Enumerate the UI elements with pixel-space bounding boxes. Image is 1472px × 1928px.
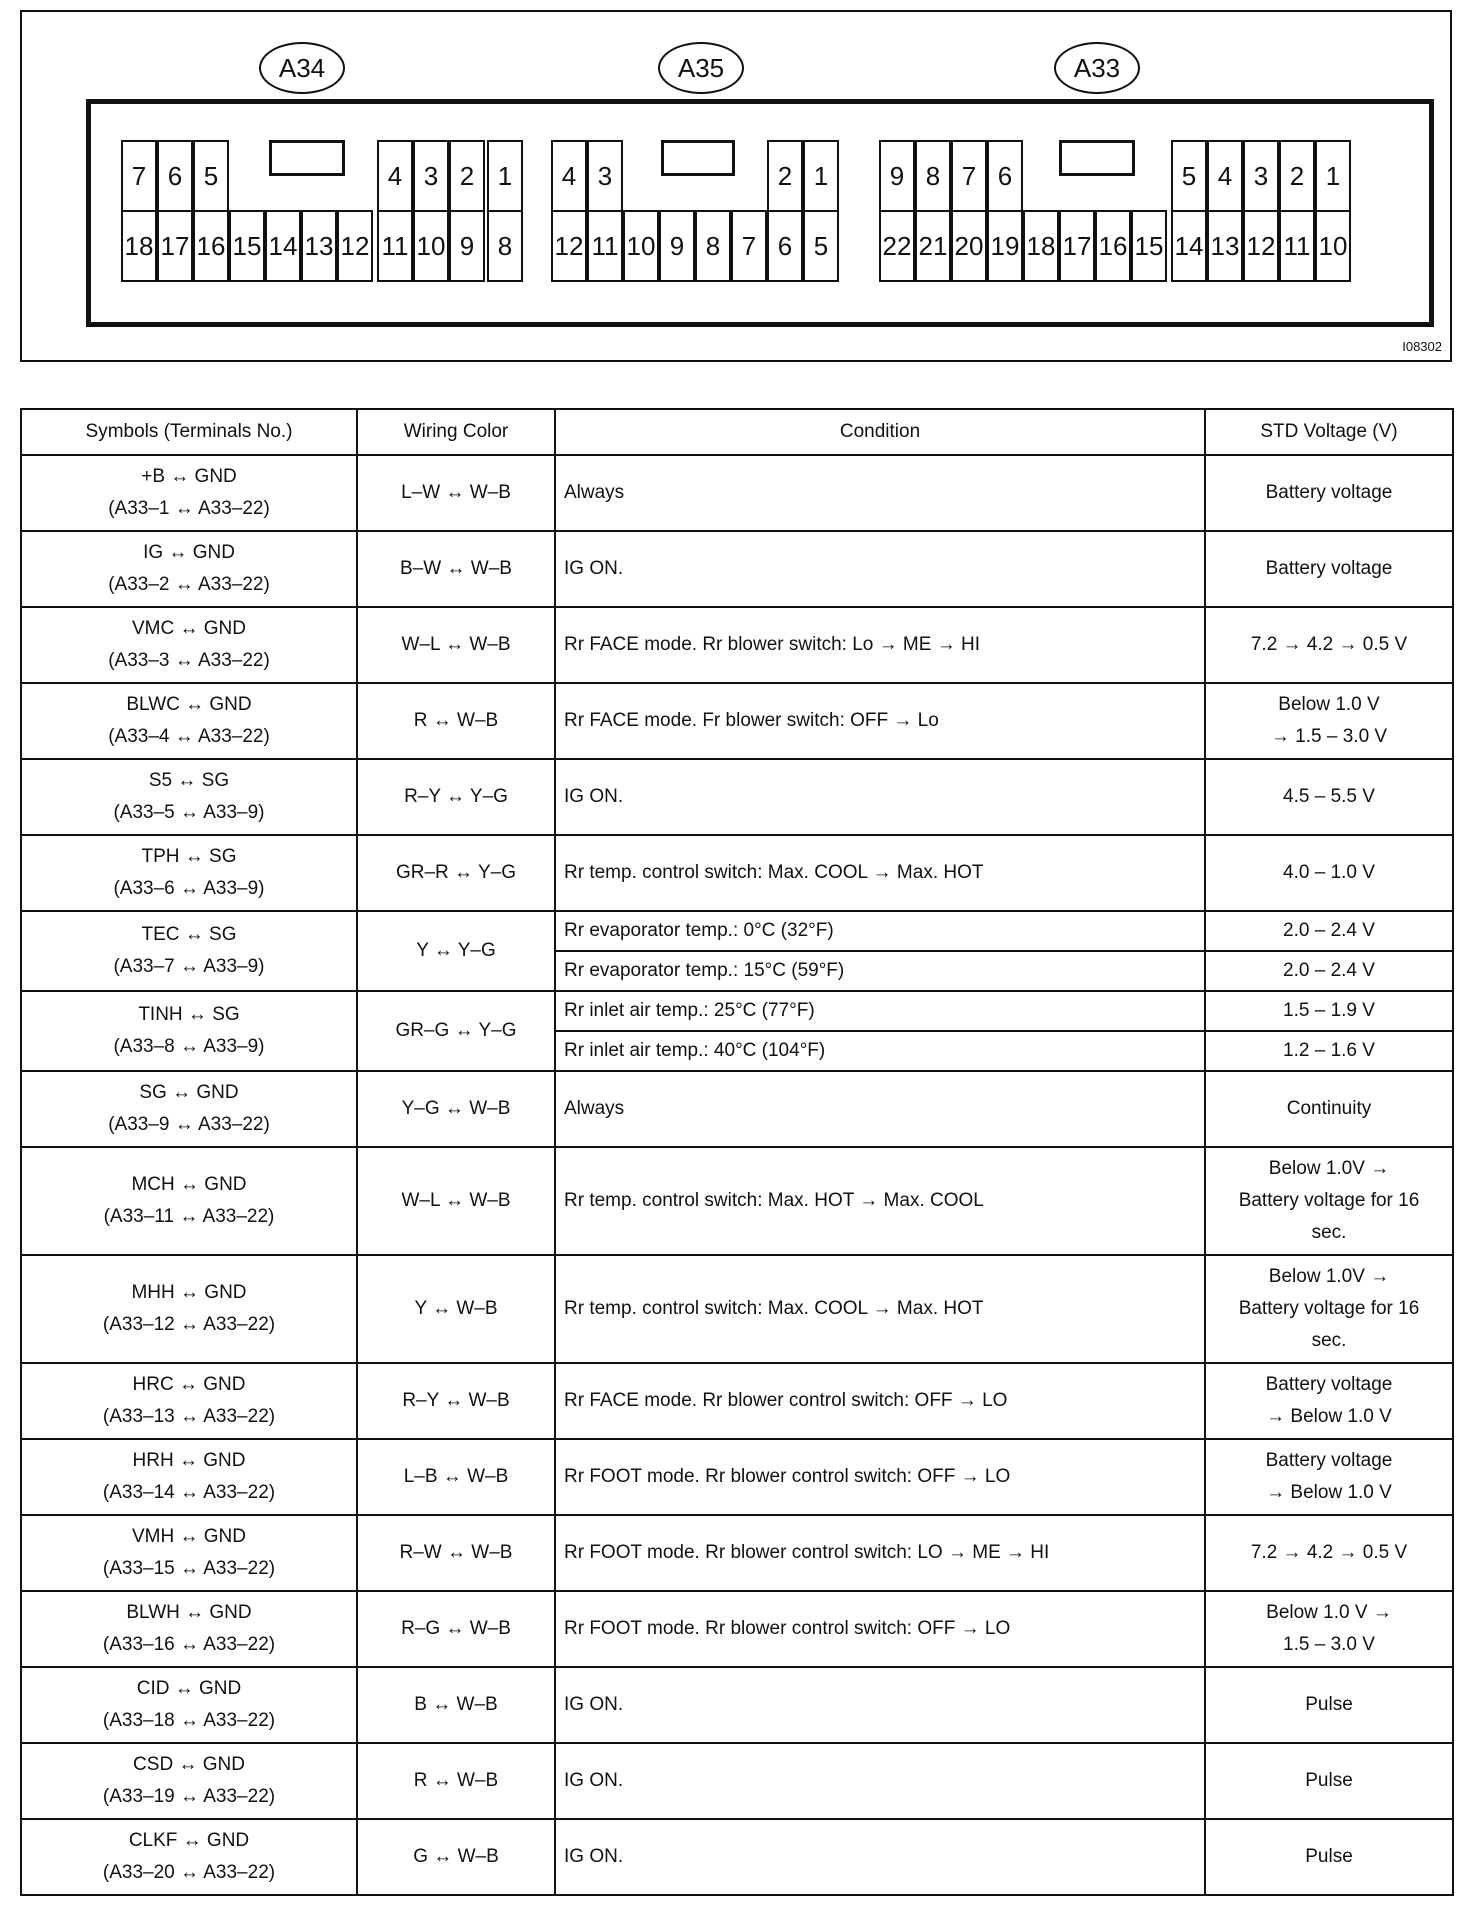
pin-cell: 4: [551, 140, 587, 212]
condition-cell: Always: [555, 1071, 1205, 1147]
pin-cell: 10: [623, 210, 659, 282]
wiring-color-cell: R–Y ↔ Y–G: [357, 759, 555, 835]
symbol-cell: [21, 911, 357, 991]
symbol-cell: [21, 1255, 357, 1363]
cell-line: → Below 1.0 V: [1266, 1482, 1392, 1503]
pin-cell: 13: [1207, 210, 1243, 282]
table-row: [21, 455, 1453, 531]
cell-line: → 1.5 – 3.0 V: [1270, 726, 1388, 747]
table-row: [21, 1515, 1453, 1591]
cell-line: TEC ↔ SG: [141, 924, 237, 945]
cell-line: CSD ↔ GND: [133, 1754, 245, 1775]
condition-cell: IG ON.: [555, 1819, 1205, 1895]
cell-line: (A33–9 ↔ A33–22): [108, 1114, 270, 1135]
pin-cell: 11: [377, 210, 413, 282]
table-row: [21, 1819, 1453, 1895]
pin-cell: 9: [879, 140, 915, 212]
wiring-color-cell: R ↔ W–B: [357, 683, 555, 759]
pin-cell: 17: [157, 210, 193, 282]
condition-cell: Rr evaporator temp.: 15°C (59°F): [555, 951, 1205, 991]
std-voltage-cell: [1205, 455, 1453, 531]
header-symbols: Symbols (Terminals No.): [21, 409, 357, 455]
wiring-color-cell: R–W ↔ W–B: [357, 1515, 555, 1591]
pin-cell: 18: [1023, 210, 1059, 282]
std-voltage-cell: [1205, 1255, 1453, 1363]
cell-line: (A33–5 ↔ A33–9): [113, 802, 265, 823]
cell-line: (A33–13 ↔ A33–22): [102, 1406, 276, 1427]
cell-line: Continuity: [1286, 1098, 1372, 1119]
cell-line: (A33–14 ↔ A33–22): [102, 1482, 276, 1503]
std-voltage-cell: [1205, 991, 1453, 1031]
connector-label-a33: A33: [1054, 42, 1140, 94]
cell-line: Battery voltage: [1265, 1450, 1393, 1471]
std-voltage-cell: [1205, 1363, 1453, 1439]
std-voltage-cell: [1205, 1819, 1453, 1895]
cell-line: VMC ↔ GND: [132, 618, 246, 639]
pin-cell: 8: [915, 140, 951, 212]
cell-line: 4.5 – 5.5 V: [1283, 786, 1375, 807]
condition-cell: Always: [555, 455, 1205, 531]
pin-cell: 1: [1315, 140, 1351, 212]
pin-cell: 6: [767, 210, 803, 282]
condition-cell: Rr inlet air temp.: 25°C (77°F): [555, 991, 1205, 1031]
symbol-cell: [21, 1591, 357, 1667]
terminal-voltage-table: [20, 408, 1454, 1896]
pin-cell: 5: [1171, 140, 1207, 212]
table-row: [21, 1439, 1453, 1515]
cell-line: IG ↔ GND: [143, 542, 235, 563]
symbol-cell: [21, 1363, 357, 1439]
pin-cell: 20: [951, 210, 987, 282]
pin-cell: 6: [157, 140, 193, 212]
std-voltage-cell: [1205, 835, 1453, 911]
cell-line: Battery voltage for 16: [1238, 1298, 1420, 1319]
symbol-cell: [21, 1439, 357, 1515]
connector-latch-slot: [661, 140, 735, 176]
std-voltage-cell: [1205, 1439, 1453, 1515]
cell-line: CID ↔ GND: [136, 1678, 242, 1699]
header-condition: Condition: [555, 409, 1205, 455]
table-row: [21, 759, 1453, 835]
pin-cell: 4: [377, 140, 413, 212]
symbol-cell: [21, 759, 357, 835]
std-voltage-cell: [1205, 1743, 1453, 1819]
cell-line: CLKF ↔ GND: [128, 1830, 250, 1851]
condition-cell: Rr FACE mode. Fr blower switch: OFF → Lo: [555, 683, 1205, 759]
pin-cell: 7: [731, 210, 767, 282]
cell-line: 2.0 – 2.4 V: [1283, 920, 1375, 941]
cell-line: Pulse: [1305, 1846, 1353, 1867]
pin-cell: 12: [337, 210, 373, 282]
std-voltage-cell: [1205, 951, 1453, 991]
pin-cell: 11: [1279, 210, 1315, 282]
std-voltage-cell: [1205, 1515, 1453, 1591]
pin-cell: 14: [1171, 210, 1207, 282]
wiring-color-cell: W–L ↔ W–B: [357, 1147, 555, 1255]
wiring-color-cell: GR–G ↔ Y–G: [357, 991, 555, 1071]
pin-cell: 17: [1059, 210, 1095, 282]
cell-line: (A33–11 ↔ A33–22): [103, 1206, 275, 1227]
cell-line: (A33–3 ↔ A33–22): [108, 650, 270, 671]
cell-line: +B ↔ GND: [141, 466, 237, 487]
pin-cell: 16: [1095, 210, 1131, 282]
pin-cell: 15: [229, 210, 265, 282]
pin-cell: 2: [767, 140, 803, 212]
symbol-cell: [21, 683, 357, 759]
cell-line: (A33–7 ↔ A33–9): [113, 956, 265, 977]
table-row: [21, 1255, 1453, 1363]
pin-cell: 19: [987, 210, 1023, 282]
cell-line: (A33–19 ↔ A33–22): [102, 1786, 276, 1807]
table-row: [21, 1363, 1453, 1439]
table-row: [21, 531, 1453, 607]
cell-line: Below 1.0V →: [1268, 1158, 1390, 1179]
pin-cell: 7: [951, 140, 987, 212]
condition-cell: Rr FACE mode. Rr blower switch: Lo → ME → HI: [555, 607, 1205, 683]
table-row: [21, 991, 1453, 1031]
pin-cell: 16: [193, 210, 229, 282]
cell-line: Pulse: [1305, 1694, 1353, 1715]
condition-cell: IG ON.: [555, 1743, 1205, 1819]
symbol-cell: [21, 1667, 357, 1743]
connector-latch-slot: [1059, 140, 1135, 176]
wiring-color-cell: R ↔ W–B: [357, 1743, 555, 1819]
symbol-cell: [21, 1819, 357, 1895]
wiring-color-cell: R–G ↔ W–B: [357, 1591, 555, 1667]
pin-cell: 5: [193, 140, 229, 212]
cell-line: BLWC ↔ GND: [126, 694, 252, 715]
condition-cell: IG ON.: [555, 759, 1205, 835]
pin-cell: 3: [413, 140, 449, 212]
condition-cell: Rr FACE mode. Rr blower control switch: OFF → LO: [555, 1363, 1205, 1439]
pin-cell: 15: [1131, 210, 1167, 282]
pin-cell: 7: [121, 140, 157, 212]
condition-cell: Rr temp. control switch: Max. HOT → Max. COOL: [555, 1147, 1205, 1255]
cell-line: HRC ↔ GND: [132, 1374, 246, 1395]
cell-line: (A33–8 ↔ A33–9): [113, 1036, 265, 1057]
pin-cell: 11: [587, 210, 623, 282]
std-voltage-cell: [1205, 1071, 1453, 1147]
wiring-color-cell: B ↔ W–B: [357, 1667, 555, 1743]
cell-line: Battery voltage: [1265, 482, 1393, 503]
cell-line: MHH ↔ GND: [131, 1282, 247, 1303]
table-row: [21, 1667, 1453, 1743]
connector-label-a35: A35: [658, 42, 744, 94]
table-row: [21, 1743, 1453, 1819]
wiring-color-cell: Y ↔ W–B: [357, 1255, 555, 1363]
table-body: [21, 455, 1453, 1895]
condition-cell: Rr temp. control switch: Max. COOL → Max. HOT: [555, 835, 1205, 911]
condition-cell: Rr FOOT mode. Rr blower control switch: OFF → LO: [555, 1439, 1205, 1515]
table-row: [21, 1591, 1453, 1667]
table-row: [21, 1071, 1453, 1147]
cell-line: (A33–2 ↔ A33–22): [108, 574, 270, 595]
condition-cell: Rr FOOT mode. Rr blower control switch: OFF → LO: [555, 1591, 1205, 1667]
condition-cell: Rr temp. control switch: Max. COOL → Max. HOT: [555, 1255, 1205, 1363]
figure-number: I08302: [1402, 339, 1442, 354]
cell-line: Battery voltage: [1265, 1374, 1393, 1395]
connector-a35-pins: [551, 140, 839, 290]
cell-line: 1.5 – 1.9 V: [1283, 1000, 1375, 1021]
cell-line: TPH ↔ SG: [141, 846, 237, 867]
pin-cell: 1: [487, 140, 523, 212]
symbol-cell: [21, 1147, 357, 1255]
wiring-color-cell: GR–R ↔ Y–G: [357, 835, 555, 911]
pin-cell: 8: [695, 210, 731, 282]
cell-line: Below 1.0 V: [1278, 694, 1380, 715]
symbol-cell: [21, 531, 357, 607]
pin-cell: 4: [1207, 140, 1243, 212]
condition-cell: Rr FOOT mode. Rr blower control switch: LO → ME → HI: [555, 1515, 1205, 1591]
wiring-color-cell: L–B ↔ W–B: [357, 1439, 555, 1515]
pin-cell: 10: [413, 210, 449, 282]
cell-line: 4.0 – 1.0 V: [1283, 862, 1375, 883]
table-row: [21, 911, 1453, 951]
std-voltage-cell: [1205, 683, 1453, 759]
pin-cell: 2: [1279, 140, 1315, 212]
header-wiring-color: Wiring Color: [357, 409, 555, 455]
pin-cell: 10: [1315, 210, 1351, 282]
pin-cell: 5: [803, 210, 839, 282]
wiring-color-cell: Y–G ↔ W–B: [357, 1071, 555, 1147]
wiring-color-cell: G ↔ W–B: [357, 1819, 555, 1895]
symbol-cell: [21, 455, 357, 531]
cell-line: BLWH ↔ GND: [126, 1602, 252, 1623]
cell-line: S5 ↔ SG: [148, 770, 230, 791]
pin-cell: 13: [301, 210, 337, 282]
std-voltage-cell: [1205, 1031, 1453, 1071]
cell-line: VMH ↔ GND: [132, 1526, 246, 1547]
connector-label-a34: A34: [259, 42, 345, 94]
cell-line: MCH ↔ GND: [131, 1174, 247, 1195]
condition-cell: Rr inlet air temp.: 40°C (104°F): [555, 1031, 1205, 1071]
symbol-cell: [21, 607, 357, 683]
wiring-color-cell: B–W ↔ W–B: [357, 531, 555, 607]
cell-line: (A33–1 ↔ A33–22): [108, 498, 270, 519]
cell-line: (A33–4 ↔ A33–22): [108, 726, 270, 747]
pin-cell: 8: [487, 210, 523, 282]
std-voltage-cell: [1205, 1667, 1453, 1743]
cell-line: (A33–15 ↔ A33–22): [102, 1558, 276, 1579]
std-voltage-cell: [1205, 607, 1453, 683]
cell-line: 7.2 → 4.2 → 0.5 V: [1250, 1542, 1408, 1563]
cell-line: 1.5 – 3.0 V: [1283, 1634, 1375, 1655]
table-row: [21, 1147, 1453, 1255]
pin-cell: 6: [987, 140, 1023, 212]
pin-cell: 2: [449, 140, 485, 212]
std-voltage-cell: [1205, 1147, 1453, 1255]
pin-cell: 9: [659, 210, 695, 282]
pin-cell: 9: [449, 210, 485, 282]
cell-line: 2.0 – 2.4 V: [1283, 960, 1375, 981]
std-voltage-cell: [1205, 1591, 1453, 1667]
wiring-color-cell: Y ↔ Y–G: [357, 911, 555, 991]
pin-cell: 12: [1243, 210, 1279, 282]
cell-line: (A33–20 ↔ A33–22): [102, 1862, 276, 1883]
table-header-row: [21, 409, 1453, 455]
std-voltage-cell: [1205, 759, 1453, 835]
condition-cell: IG ON.: [555, 1667, 1205, 1743]
symbol-cell: [21, 835, 357, 911]
pin-cell: 18: [121, 210, 157, 282]
cell-line: Battery voltage for 16: [1238, 1190, 1420, 1211]
pin-cell: 21: [915, 210, 951, 282]
wiring-color-cell: L–W ↔ W–B: [357, 455, 555, 531]
pin-cell: 22: [879, 210, 915, 282]
condition-cell: Rr evaporator temp.: 0°C (32°F): [555, 911, 1205, 951]
std-voltage-cell: [1205, 911, 1453, 951]
table-row: [21, 683, 1453, 759]
cell-line: Battery voltage: [1265, 558, 1393, 579]
cell-line: sec.: [1311, 1330, 1347, 1351]
pin-cell: 12: [551, 210, 587, 282]
pin-cell: 14: [265, 210, 301, 282]
symbol-cell: [21, 1071, 357, 1147]
cell-line: SG ↔ GND: [139, 1082, 239, 1103]
pin-cell: 1: [803, 140, 839, 212]
cell-line: (A33–18 ↔ A33–22): [102, 1710, 276, 1731]
condition-cell: IG ON.: [555, 531, 1205, 607]
symbol-cell: [21, 991, 357, 1071]
wiring-color-cell: W–L ↔ W–B: [357, 607, 555, 683]
cell-line: → Below 1.0 V: [1266, 1406, 1392, 1427]
connector-a34-pins: [121, 140, 525, 290]
cell-line: TINH ↔ SG: [138, 1004, 240, 1025]
connector-housing: [86, 99, 1434, 327]
cell-line: Pulse: [1305, 1770, 1353, 1791]
connector-a33-pins: [879, 140, 1351, 290]
cell-line: (A33–12 ↔ A33–22): [102, 1314, 276, 1335]
cell-line: Below 1.0 V →: [1266, 1602, 1392, 1623]
cell-line: (A33–6 ↔ A33–9): [113, 878, 265, 899]
pin-cell: 3: [587, 140, 623, 212]
cell-line: HRH ↔ GND: [132, 1450, 246, 1471]
header-std-voltage: STD Voltage (V): [1205, 409, 1453, 455]
cell-line: 7.2 → 4.2 → 0.5 V: [1250, 634, 1408, 655]
symbol-cell: [21, 1515, 357, 1591]
symbol-cell: [21, 1743, 357, 1819]
cell-line: Below 1.0V →: [1268, 1266, 1390, 1287]
connector-diagram: [20, 10, 1452, 362]
std-voltage-cell: [1205, 531, 1453, 607]
wiring-color-cell: R–Y ↔ W–B: [357, 1363, 555, 1439]
table-row: [21, 607, 1453, 683]
table-row: [21, 835, 1453, 911]
cell-line: 1.2 – 1.6 V: [1283, 1040, 1375, 1061]
pin-cell: 3: [1243, 140, 1279, 212]
cell-line: (A33–16 ↔ A33–22): [102, 1634, 276, 1655]
connector-latch-slot: [269, 140, 345, 176]
cell-line: sec.: [1311, 1222, 1347, 1243]
